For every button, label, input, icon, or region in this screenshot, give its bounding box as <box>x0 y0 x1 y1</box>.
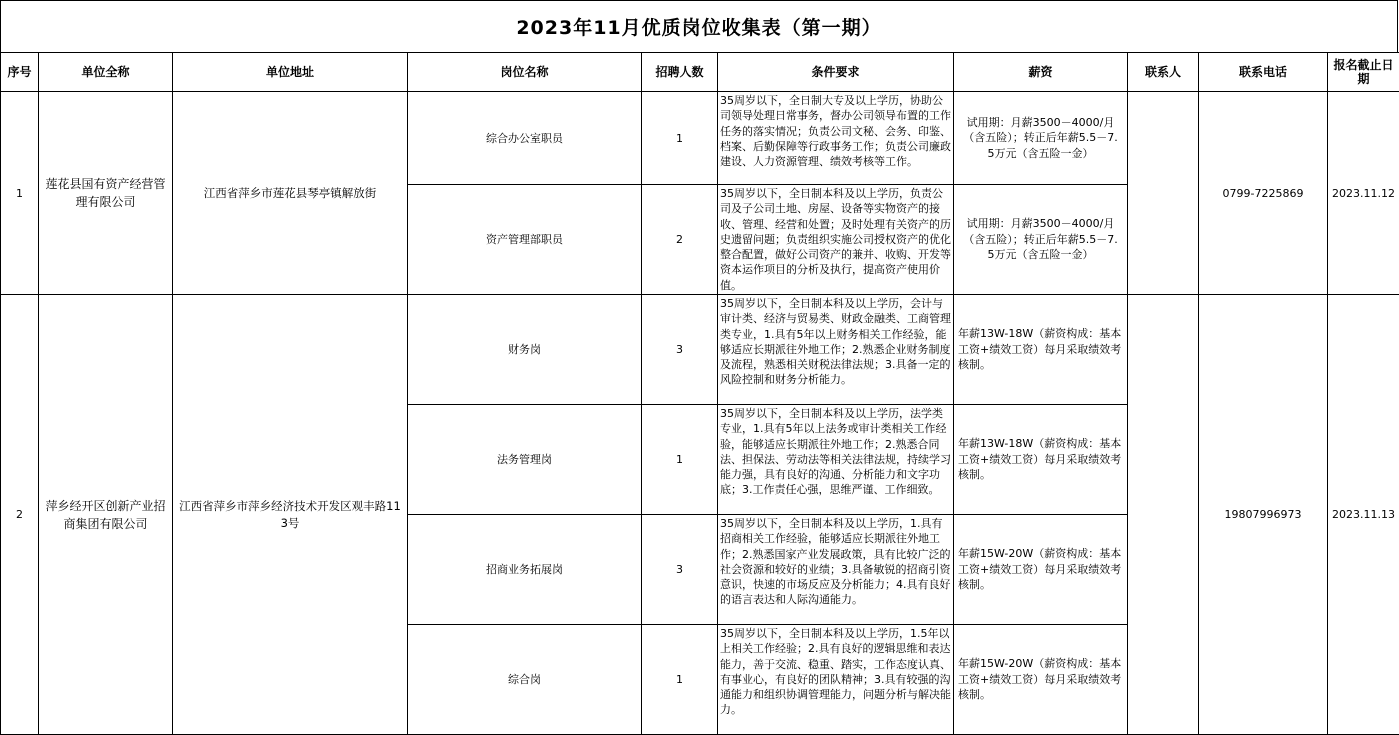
header-company[interactable]: 单位全称 <box>39 53 173 92</box>
cell-position[interactable]: 综合办公室职员 <box>408 92 642 185</box>
header-requirements[interactable]: 条件要求 <box>718 53 954 92</box>
cell-address[interactable]: 江西省萍乡市萍乡经济技术开发区观丰路113号 <box>173 295 408 735</box>
cell-index[interactable]: 1 <box>1 92 39 295</box>
cell-count[interactable]: 1 <box>642 405 718 515</box>
cell-requirements[interactable]: 35周岁以下，全日制本科及以上学历，负责公司及子公司土地、房屋、设备等实物资产的接收、管理、经营和处置；及时处理有关资产的历史遗留问题；负责组织实施公司授权资产的优化整合配置，做好公司资产的兼并、收购、开发等资本运作项目的分析及执行，提高资产使用价值。 <box>718 185 954 295</box>
cell-position[interactable]: 资产管理部职员 <box>408 185 642 295</box>
sheet-title: 2023年11月优质岗位收集表（第一期） <box>0 0 1398 52</box>
header-position[interactable]: 岗位名称 <box>408 53 642 92</box>
cell-contact[interactable] <box>1128 92 1199 295</box>
cell-count[interactable]: 1 <box>642 625 718 735</box>
header-deadline[interactable]: 报名截止日期 <box>1328 53 1399 92</box>
cell-company[interactable]: 莲花县国有资产经营管理有限公司 <box>39 92 173 295</box>
header-salary[interactable]: 薪资 <box>954 53 1128 92</box>
table-row <box>1 92 1399 185</box>
cell-position[interactable]: 综合岗 <box>408 625 642 735</box>
header-row <box>1 53 1399 92</box>
cell-company[interactable]: 萍乡经开区创新产业招商集团有限公司 <box>39 295 173 735</box>
cell-position[interactable]: 法务管理岗 <box>408 405 642 515</box>
cell-position[interactable]: 财务岗 <box>408 295 642 405</box>
cell-address[interactable]: 江西省萍乡市莲花县琴亭镇解放街 <box>173 92 408 295</box>
cell-position[interactable]: 招商业务拓展岗 <box>408 515 642 625</box>
header-address[interactable]: 单位地址 <box>173 53 408 92</box>
cell-phone[interactable]: 19807996973 <box>1199 295 1328 735</box>
cell-salary[interactable]: 试用期：月薪3500－4000/月（含五险）；转正后年薪5.5－7.5万元（含五险一金） <box>954 92 1128 185</box>
cell-index[interactable]: 2 <box>1 295 39 735</box>
header-index[interactable]: 序号 <box>1 53 39 92</box>
table-row <box>1 295 1399 405</box>
cell-salary[interactable]: 年薪13W-18W（薪资构成：基本工资+绩效工资）每月采取绩效考核制。 <box>954 405 1128 515</box>
cell-salary[interactable]: 试用期：月薪3500－4000/月（含五险）；转正后年薪5.5－7.5万元（含五险一金） <box>954 185 1128 295</box>
jobs-table <box>0 52 1399 735</box>
cell-count[interactable]: 3 <box>642 515 718 625</box>
cell-requirements[interactable]: 35周岁以下，全日制本科及以上学历，1.具有招商相关工作经验，能够适应长期派往外地工作；2.熟悉国家产业发展政策，具有比较广泛的社会资源和较好的业绩；3.具备敏锐的招商引资意识，快速的市场反应及分析能力；4.具有良好的语言表达和人际沟通能力。 <box>718 515 954 625</box>
header-contact[interactable]: 联系人 <box>1128 53 1199 92</box>
header-phone[interactable]: 联系电话 <box>1199 53 1328 92</box>
cell-count[interactable]: 3 <box>642 295 718 405</box>
cell-salary[interactable]: 年薪13W-18W（薪资构成：基本工资+绩效工资）每月采取绩效考核制。 <box>954 295 1128 405</box>
cell-deadline[interactable]: 2023.11.12 <box>1328 92 1399 295</box>
header-count[interactable]: 招聘人数 <box>642 53 718 92</box>
cell-requirements[interactable]: 35周岁以下，全日制本科及以上学历，法学类专业，1.具有5年以上法务或审计类相关工作经验，能够适应长期派往外地工作；2.熟悉合同法、担保法、劳动法等相关法律法规，持续学习能力强，具有良好的沟通、分析能力和文字功底；3.工作责任心强，思维严谨、工作细致。 <box>718 405 954 515</box>
cell-requirements[interactable]: 35周岁以下，全日制本科及以上学历，1.5年以上相关工作经验；2.具有良好的逻辑思维和表达能力，善于交流、稳重、踏实，工作态度认真、有事业心，有良好的团队精神；3.具有较强的沟通能力和组织协调管理能力，问题分析与解决能力。 <box>718 625 954 735</box>
cell-deadline[interactable]: 2023.11.13 <box>1328 295 1399 735</box>
cell-phone[interactable]: 0799-7225869 <box>1199 92 1328 295</box>
cell-salary[interactable]: 年薪15W-20W（薪资构成：基本工资+绩效工资）每月采取绩效考核制。 <box>954 625 1128 735</box>
cell-requirements[interactable]: 35周岁以下，全日制本科及以上学历，会计与审计类、经济与贸易类、财政金融类、工商管理类专业，1.具有5年以上财务相关工作经验，能够适应长期派往外地工作；2.熟悉企业财务制度及流程，熟悉相关财税法律法规；3.具备一定的风险控制和财务分析能力。 <box>718 295 954 405</box>
cell-count[interactable]: 2 <box>642 185 718 295</box>
cell-count[interactable]: 1 <box>642 92 718 185</box>
cell-requirements[interactable]: 35周岁以下，全日制大专及以上学历，协助公司领导处理日常事务，督办公司领导布置的工作任务的落实情况；负责公司文秘、会务、印鉴、档案、后勤保障等行政事务工作；负责公司廉政建设、人力资源管理、绩效考核等工作。 <box>718 92 954 185</box>
cell-contact[interactable] <box>1128 295 1199 735</box>
cell-salary[interactable]: 年薪15W-20W（薪资构成：基本工资+绩效工资）每月采取绩效考核制。 <box>954 515 1128 625</box>
